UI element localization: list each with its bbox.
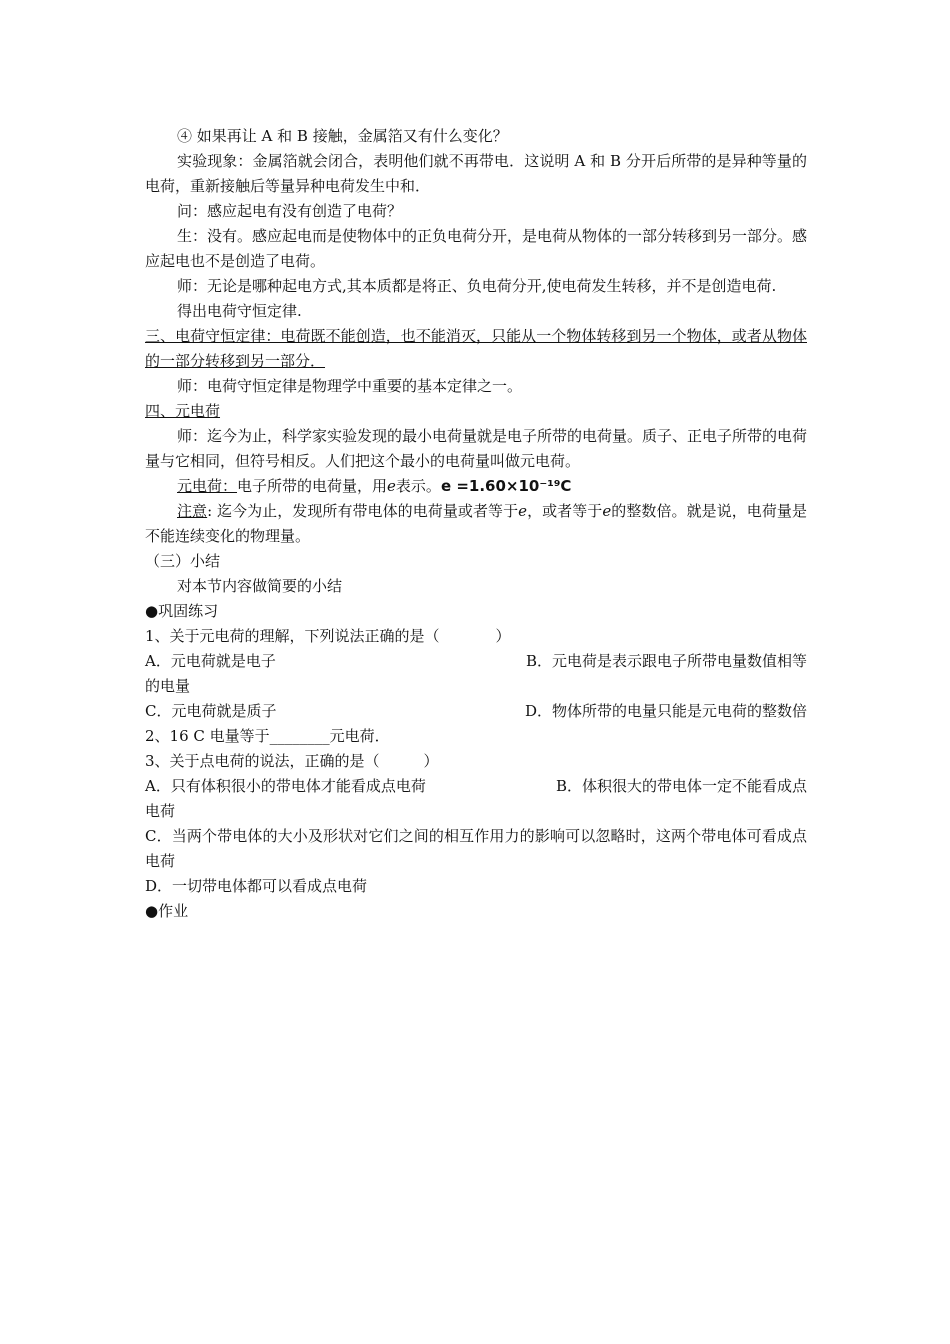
elementary-charge-formula: e =1.60×10⁻¹⁹C (440, 477, 572, 495)
teacher-remark: 师：电荷守恒定律是物理学中重要的基本定律之一。 (177, 377, 523, 395)
question-1 (145, 624, 807, 649)
symbol-e: e (518, 502, 528, 520)
symbol-e: e (387, 477, 396, 495)
section-heading-charge-conservation: 三、电荷守恒定律：电荷既不能创造，也不能消灭，只能从一个物体转移到另一个物体，或者从物体的一部分转移到另一部分． (145, 327, 807, 370)
note-label: 注意 (177, 502, 208, 520)
student-answer: 生：没有。感应起电而是使物体中的正负电荷分开，是电荷从物体的一部分转移到另一部分。感应起电也不是创造了电荷。 (145, 227, 808, 270)
option-a: A．只有体积很小的带电体才能看成点电荷 (145, 777, 426, 795)
option-row (145, 699, 807, 724)
option-a: A．元电荷就是电子 (145, 652, 276, 670)
document-body (145, 124, 807, 924)
summary-text: 对本节内容做简要的小结 (177, 577, 343, 595)
definition-text: 表示。 (395, 477, 441, 495)
section-heading-homework: ●作业 (145, 902, 189, 920)
section-heading-summary: （三）小结 (145, 552, 221, 570)
note-text: : 迄今为止，发现所有带电体的电荷量或者等于 (207, 502, 519, 520)
question-line: ④ 如果再让 A 和 B 接触，金属箔又有什么变化？ (177, 127, 508, 145)
note-text: ，或者等于 (527, 502, 603, 520)
option-c: C．元电荷就是质子 (145, 702, 277, 720)
question-close: ） (423, 752, 439, 770)
question-stem: 3、关于点电荷的说法，正确的是（ (145, 752, 380, 770)
option-b: B．体积很大的带电体一定不能看成点 (555, 777, 807, 795)
question-line: 问：感应起电有没有创造了电荷？ (177, 202, 403, 220)
elementary-charge-definition (145, 474, 807, 499)
option-row (145, 649, 807, 674)
teacher-remark: 师：迄今为止，科学家实验发现的最小电荷量就是电子所带的电荷量。质子、正电子所带的电荷量与它相同，但符号相反。人们把这个最小的电荷量叫做元电荷。 (145, 427, 808, 470)
option-d: D．物体所带的电量只能是元电荷的整数倍 (524, 702, 807, 720)
option-b-continued: 的电量 (145, 677, 191, 695)
option-c: C．当两个带电体的大小及形状对它们之间的相互作用力的影响可以忽略时，这两个带电体可看成点电荷 (145, 827, 807, 870)
heading-text: 四、元电荷 (145, 402, 221, 420)
option-d: D．一切带电体都可以看成点电荷 (145, 877, 368, 895)
definition-text: 电子所带的电荷量，用 (237, 477, 388, 495)
experiment-result: 实验现象：金属箔就会闭合，表明他们就不再带电．这说明 A 和 B 分开后所带的是异种等量的电荷，重新接触后等量异种电荷发生中和． (145, 152, 807, 195)
question-2: 2、16 C 电量等于________元电荷． (145, 727, 390, 745)
section-heading-elementary-charge (145, 399, 807, 424)
teacher-remark: 师：无论是哪种起电方式,其本质都是将正、负电荷分开,使电荷发生转移，并不是创造电荷. (177, 277, 777, 295)
question-close: ） (495, 627, 511, 645)
symbol-e: e (602, 502, 612, 520)
option-b-continued: 电荷 (145, 802, 176, 820)
note-text: 的整数倍。就是说，电荷量是不能连续变化的物理量。 (145, 502, 807, 545)
definition-label: 元电荷： (177, 477, 238, 495)
question-3 (145, 749, 807, 774)
question-stem: 1、关于元电荷的理解，下列说法正确的是（ (145, 627, 440, 645)
option-row (145, 774, 807, 799)
note-paragraph (145, 499, 807, 549)
section-heading-practice: ●巩固练习 (145, 602, 219, 620)
conclusion-line: 得出电荷守恒定律. (177, 302, 302, 320)
option-b: B．元电荷是表示跟电子所带电量数值相等 (525, 652, 807, 670)
